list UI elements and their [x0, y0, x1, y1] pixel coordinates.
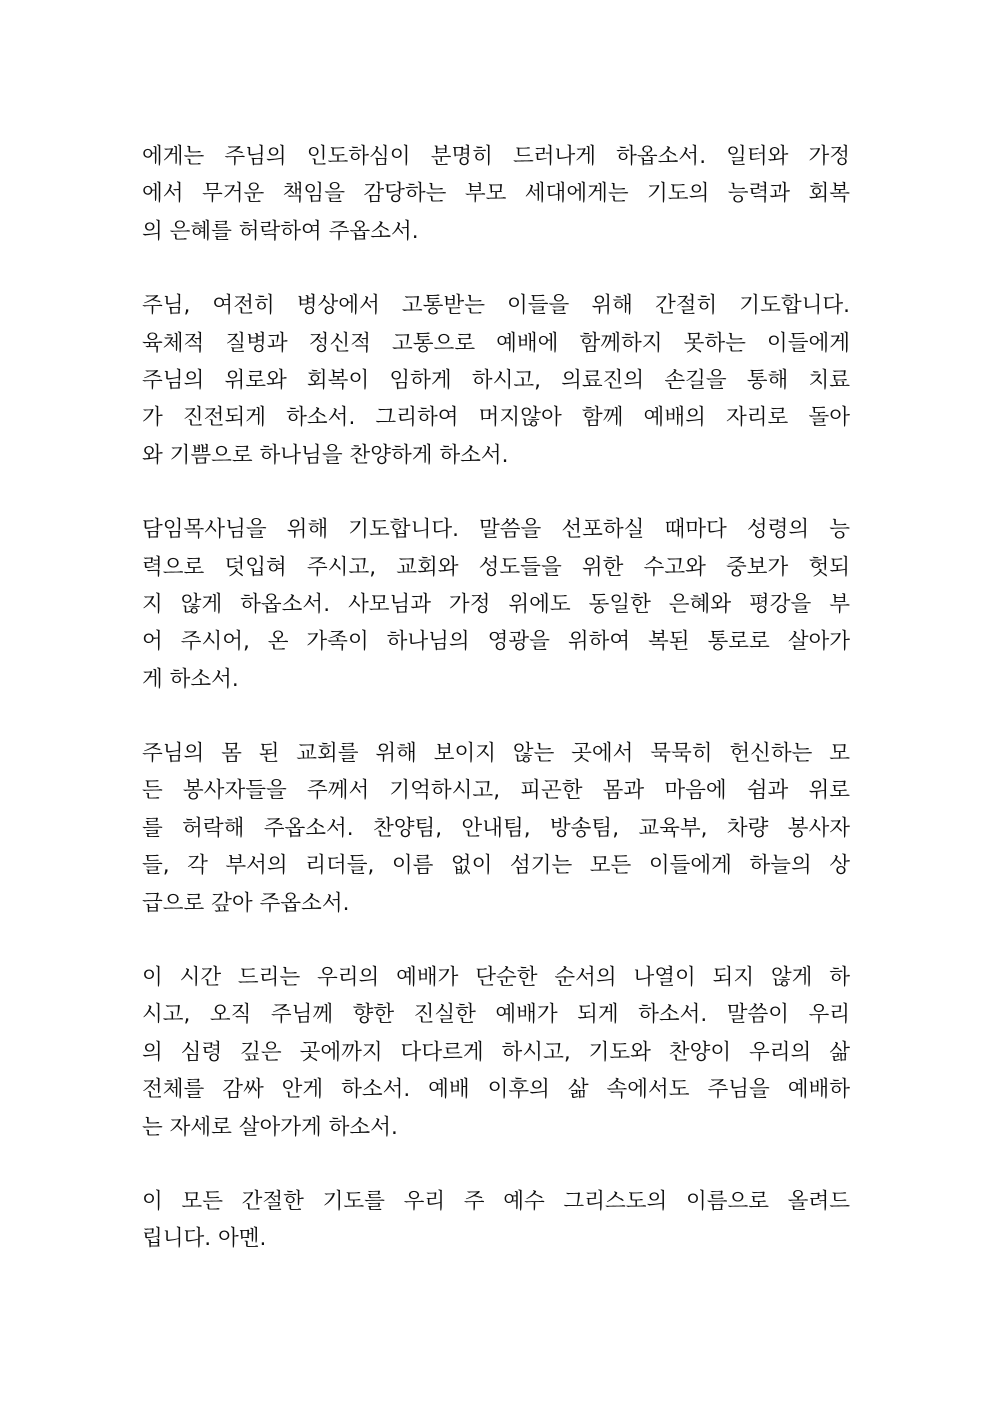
text-line: 육체적 질병과 정신적 고통으로 예배에 함께하지 못하는 이들에게: [142, 330, 850, 356]
text-line: 의 심령 깊은 곳에까지 다다르게 하시고, 기도와 찬양이 우리의 삶: [142, 1039, 850, 1065]
text-line: 를 허락해 주옵소서. 찬양팀, 안내팀, 방송팀, 교육부, 차량 봉사자: [142, 815, 850, 841]
text-line: 어 주시어, 온 가족이 하나님의 영광을 위하여 복된 통로로 살아가: [142, 629, 850, 655]
text-line: 급으로 갚아 주옵소서.: [142, 890, 350, 916]
paragraph-6: [142, 1183, 850, 1258]
text-line: 들, 각 부서의 리더들, 이름 없이 섬기는 모든 이들에게 하늘의 상: [142, 853, 850, 879]
text-line: 력으로 덧입혀 주시고, 교회와 성도들을 위한 수고와 중보가 헛되: [142, 554, 850, 580]
paragraph-5: [142, 959, 850, 1146]
text-line: 담임목사님을 위해 기도합니다. 말씀을 선포하실 때마다 성령의 능: [142, 517, 850, 543]
text-line: 이 시간 드리는 우리의 예배가 단순한 순서의 나열이 되지 않게 하: [142, 965, 850, 991]
text-line: 주님, 여전히 병상에서 고통받는 이들을 위해 간절히 기도합니다.: [142, 293, 850, 319]
paragraph-2: [142, 287, 850, 474]
paragraph-4: [142, 735, 850, 922]
text-line: 주님의 위로와 회복이 임하게 하시고, 의료진의 손길을 통해 치료: [142, 367, 850, 393]
text-line: 주님의 몸 된 교회를 위해 보이지 않는 곳에서 묵묵히 헌신하는 모: [142, 741, 850, 767]
text-line: 립니다. 아멘.: [142, 1226, 267, 1252]
text-line: 가 진전되게 하소서. 그리하여 머지않아 함께 예배의 자리로 돌아: [142, 405, 850, 431]
text-line: 에서 무거운 책임을 감당하는 부모 세대에게는 기도의 능력과 회복: [142, 181, 850, 207]
text-line: 는 자세로 살아가게 하소서.: [142, 1114, 398, 1140]
text-line: 든 봉사자들을 주께서 기억하시고, 피곤한 몸과 마음에 쉼과 위로: [142, 778, 850, 804]
text-line: 지 않게 하옵소서. 사모님과 가정 위에도 동일한 은혜와 평강을 부: [142, 591, 850, 617]
text-line: 전체를 감싸 안게 하소서. 예배 이후의 삶 속에서도 주님을 예배하: [142, 1077, 850, 1103]
text-line: 의 은혜를 허락하여 주옵소서.: [142, 218, 419, 244]
prayer-text-body: [142, 138, 850, 1295]
text-line: 시고, 오직 주님께 향한 진실한 예배가 되게 하소서. 말씀이 우리: [142, 1002, 850, 1028]
paragraph-3: [142, 511, 850, 698]
text-line: 에게는 주님의 인도하심이 분명히 드러나게 하옵소서. 일터와 가정: [142, 144, 850, 169]
text-line: 이 모든 간절한 기도를 우리 주 예수 그리스도의 이름으로 올려드: [142, 1188, 850, 1214]
text-line: 게 하소서.: [142, 666, 239, 692]
text-line: 와 기쁨으로 하나님을 찬양하게 하소서.: [142, 442, 509, 468]
paragraph-1: [142, 138, 850, 250]
